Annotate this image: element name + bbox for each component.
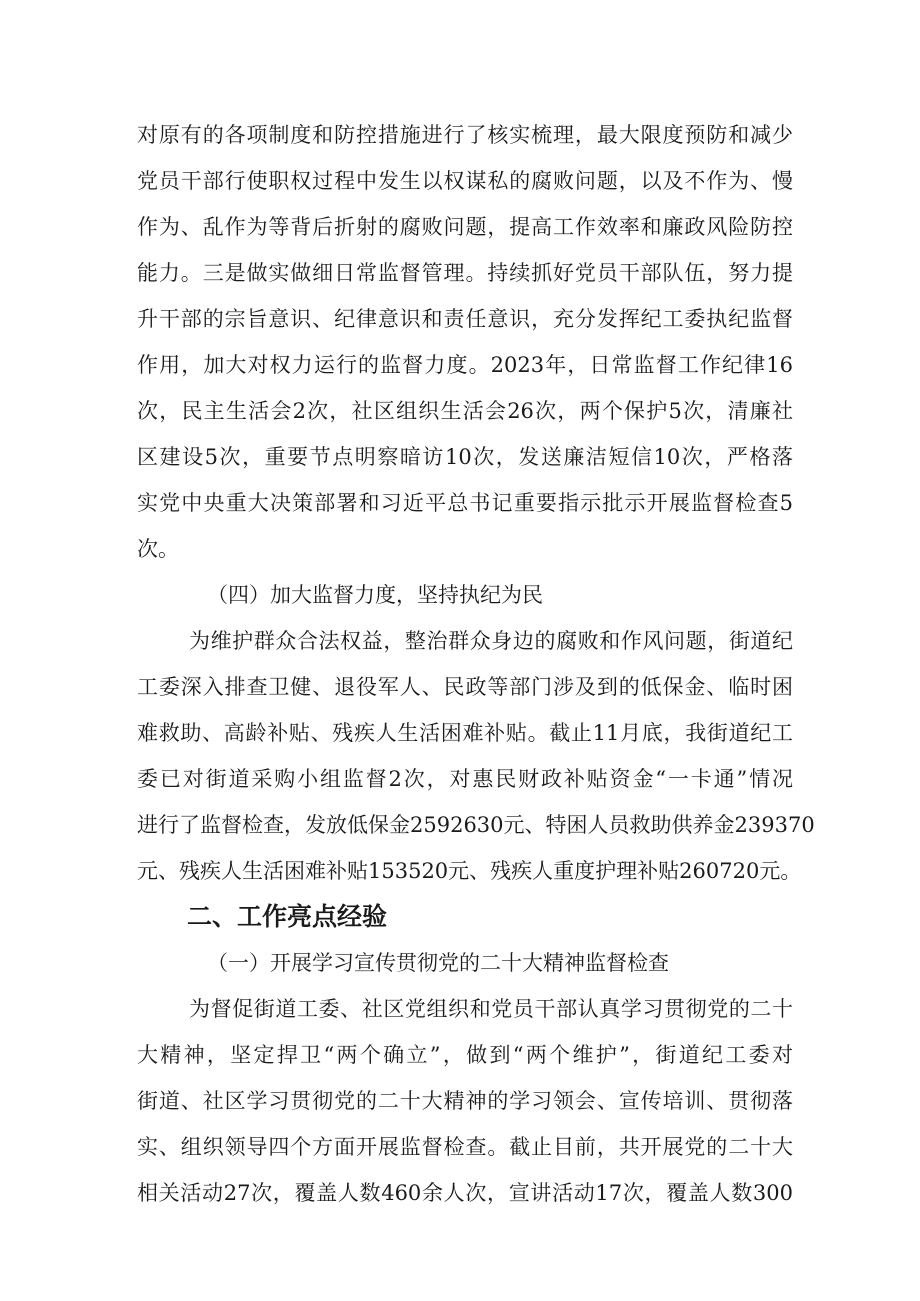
- paragraph-line: 工委深入排查卫健、退役军人、民政等部门涉及到的低保金、临时困: [137, 675, 793, 699]
- paragraph-line: 实、组织领导四个方面开展监督检查。截止目前，共开展党的二十大: [137, 1135, 793, 1159]
- section-heading: 二、工作亮点经验: [187, 902, 388, 931]
- paragraph-line: 难救助、高龄补贴、残疾人生活困难补贴。截止11月底，我街道纪工: [137, 721, 793, 745]
- paragraph-line: 对原有的各项制度和防控措施进行了核实梳理，最大限度预防和减少: [137, 123, 793, 147]
- paragraph-line: 区建设5次，重要节点明察暗访10次，发送廉洁短信10次，严格落: [137, 445, 793, 469]
- document-body: [137, 112, 815, 1216]
- paragraph-line: 为维护群众合法权益，整治群众身边的腐败和作风问题，街道纪: [189, 629, 793, 653]
- section-subheading: （一）开展学习宣传贯彻党的二十大精神监督检查: [207, 951, 669, 975]
- paragraph-line: 党员干部行使职权过程中发生以权谋私的腐败问题，以及不作为、慢: [137, 169, 793, 193]
- paragraph-line: 为督促街道工委、社区党组织和党员干部认真学习贯彻党的二十: [189, 997, 793, 1021]
- paragraph-line: 进行了监督检查，发放低保金2592630元、特困人员救助供养金239370: [137, 813, 815, 837]
- section-subheading: （四）加大监督力度，坚持执纪为民: [207, 583, 543, 607]
- paragraph-line: 相关活动27次，覆盖人数460余人次，宣讲活动17次，覆盖人数300: [137, 1181, 793, 1205]
- paragraph-line: 次，民主生活会2次，社区组织生活会26次，两个保护5次，清廉社: [137, 399, 793, 423]
- paragraph-line: 升干部的宗旨意识、纪律意识和责任意识，充分发挥纪工委执纪监督: [137, 307, 793, 331]
- paragraph-line: 元、残疾人生活困难补贴153520元、残疾人重度护理补贴260720元。: [137, 859, 802, 883]
- paragraph-line: 实党中央重大决策部署和习近平总书记重要指示批示开展监督检查5: [137, 491, 793, 515]
- paragraph-line: 次。: [137, 537, 179, 561]
- paragraph-line: 作为、乱作为等背后折射的腐败问题，提高工作效率和廉政风险防控: [137, 215, 793, 239]
- paragraph-line: 大精神，坚定捍卫“两个确立”，做到“两个维护”，街道纪工委对: [137, 1043, 793, 1067]
- paragraph-line: 委已对街道采购小组监督2次，对惠民财政补贴资金“一卡通”情况: [137, 767, 793, 791]
- paragraph-line: 能力。三是做实做细日常监督管理。持续抓好党员干部队伍，努力提: [137, 261, 793, 285]
- paragraph-line: 作用，加大对权力运行的监督力度。2023年，日常监督工作纪律16: [137, 353, 793, 377]
- paragraph-line: 街道、社区学习贯彻党的二十大精神的学习领会、宣传培训、贯彻落: [137, 1089, 793, 1113]
